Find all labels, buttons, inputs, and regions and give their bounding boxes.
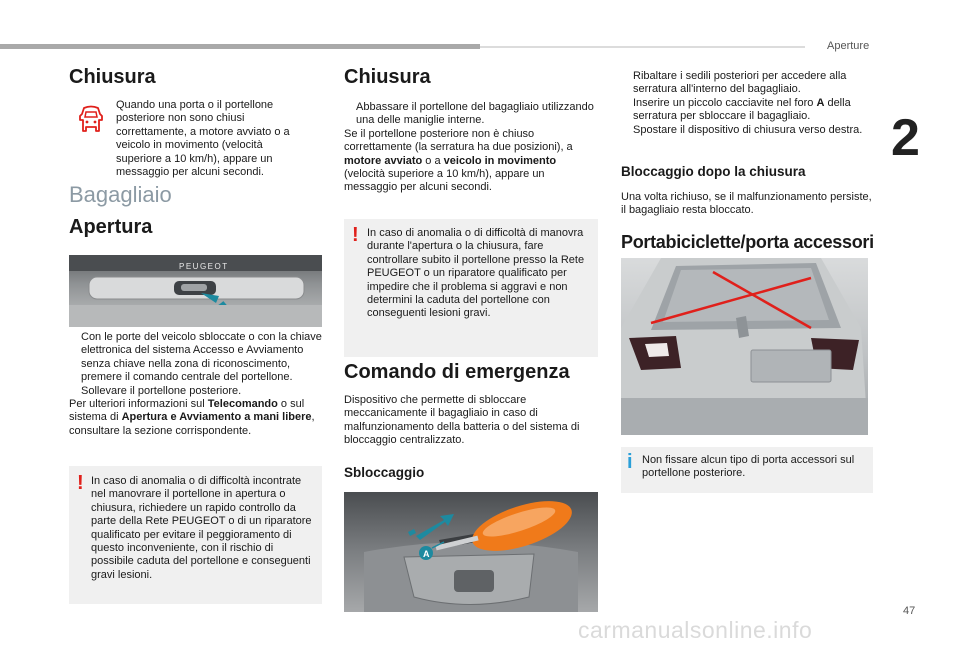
chiusura-step-1: Abbassare il portellone del bagagliaio utilizzando una delle maniglie interne. [344,101,594,128]
door-open-warning-icon [76,104,106,138]
bullet-arrow-icon [621,124,633,137]
peugeot-badge: PEUGEOT [179,262,229,271]
tailgate-no-rack-image [621,258,868,435]
apertura-heading: Apertura [69,216,153,238]
chiusura-text: Se il portellone posteriore non è chiuso correttamente (la serratura ha due posizioni), a motore avviato o a veicolo in movimento (velocità superiore a 10 km/h), appare un messaggio per alcuni secondi. [344,127,573,194]
info-icon: i [627,451,633,473]
header-bar [0,44,480,49]
bagagliaio-title: Bagagliaio [69,182,172,207]
chiusura-heading-left: Chiusura [69,66,156,88]
chapter-number: 2 [891,109,920,167]
sbloccaggio-heading: Sbloccaggio [344,465,425,480]
sbloccaggio-instructions [621,70,873,137]
apertura-instructions [69,331,322,438]
portabiciclette-info-text: Non fissare alcun tipo di porta accessori sul portellone posteriore. [642,454,855,480]
apertura-reference-text: Per ulteriori informazioni sul Telecomando o sul sistema di Apertura e Avviamento a mani libere, consultare la sezione corrispondente. [69,398,315,437]
sbloccaggio-step-1: Ribaltare i sedili posteriori per accedere alla serratura all'interno del bagagliaio. [621,70,873,97]
apertura-warning-text: In caso di anomalia o di difficoltà incontrate nel manovrare il portellone in apertura o chiusura, richiedere un rapido controllo da parte della Rete PEUGEOT o di un riparatore qualificato per evitare il peggioramento di questo inconveniente, con il rischio di possibile caduta del portellone e conseguenti gravi lesioni. [91,475,312,581]
apertura-warning-box [69,466,322,604]
chiusura-warning-text: Quando una porta o il portellone posteriore non sono chiusi correttamente, a motore avviato o a veicolo in movimento (velocità superiore a 10 km/h), appare un messaggio per alcuni secondi. [116,99,290,179]
chiusura-instructions [344,101,594,195]
chiusura-warning-text: In caso di anomalia o di difficoltà di manovra durante l'apertura o la chiusura, fare controllare subito il portellone presso la Rete PEUGEOT o un riparatore qualificato per impedire che il problema si aggravi e non determini la caduta del portellone con conseguenti lesioni gravi. [367,227,585,320]
emergenza-text: Dispositivo che permette di sbloccare meccanicamente il bagagliaio in caso di malfunzionamento della batteria o del sistema di bloccaggio centralizzato. [344,394,580,447]
sbloccaggio-step-3: Spostare il dispositivo di chiusura verso destra. [621,124,873,137]
apertura-step-2: Sollevare il portellone posteriore. [69,385,322,398]
emergenza-heading: Comando di emergenza [344,361,570,383]
page-number: 47 [903,605,916,617]
bullet-arrow-icon [344,101,356,128]
bullet-arrow-icon [69,385,81,398]
header-bar-line [480,46,805,48]
warning-icon: ! [352,224,359,246]
sbloccaggio-step-2: Inserire un piccolo cacciavite nel foro A della serratura per sbloccare il bagagliaio. [621,97,873,124]
bullet-arrow-icon [621,97,633,124]
warning-icon: ! [77,472,84,494]
bullet-arrow-icon [69,331,81,385]
chiusura-warning-box [344,219,598,357]
portabiciclette-info-box [621,447,873,493]
section-name: Aperture [827,40,870,52]
callout-a: A [423,549,430,559]
watermark: carmanualsonline.info [578,617,813,643]
tailgate-handle-image [69,255,322,327]
bloccaggio-heading: Bloccaggio dopo la chiusura [621,164,806,179]
bloccaggio-text: Una volta richiuso, se il malfunzionamento persiste, il bagagliaio resta bloccato. [621,191,872,217]
portabiciclette-heading: Portabiciclette/porta accessori [621,232,874,252]
chiusura-heading: Chiusura [344,66,431,88]
emergency-lock-image [344,492,598,612]
bullet-arrow-icon [621,70,633,97]
apertura-step-1: Con le porte del veicolo sbloccate o con la chiave elettronica del sistema Accesso e Avviamento senza chiave nella zona di riconoscimento, premere il comando centrale del portellone. [69,331,322,385]
